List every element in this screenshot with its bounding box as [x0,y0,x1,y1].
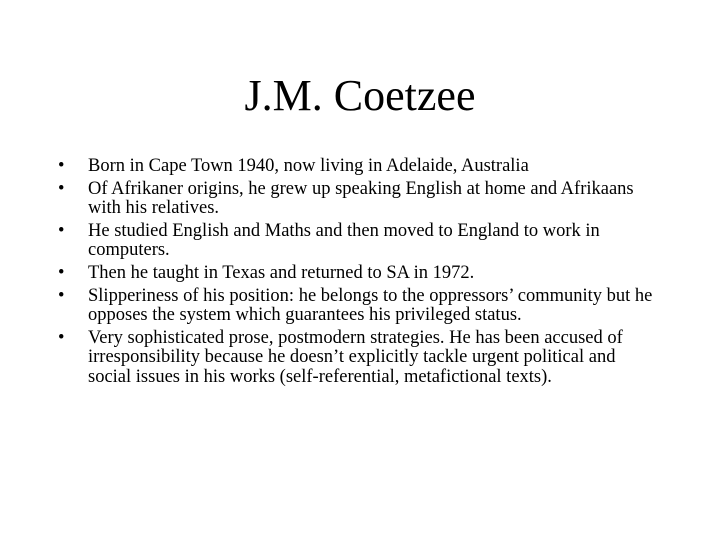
bullet-item-teaching [58,264,658,284]
bullet-point-icon: • [58,178,65,199]
bullet-point-icon: • [58,285,65,306]
bullet-item-prose [58,329,658,388]
bullet-point-icon: • [58,262,65,283]
bullet-text: Slipperiness of his position: he belongs to the oppressors’ community but he opposes the system which guarantees his privileged status. [88,285,653,326]
bullet-text: Born in Cape Town 1940, now living in Adelaide, Australia [88,156,529,176]
bullet-point-icon: • [58,156,65,176]
bullet-list [58,157,658,391]
bullet-text: Very sophisticated prose, postmodern strategies. He has been accused of irresponsibility because he doesn’t explicitly tackle urgent political and social issues in his works (self-referential, metafictional texts). [88,327,623,387]
bullet-text: Of Afrikaner origins, he grew up speaking English at home and Afrikaans with his relatives. [88,178,634,219]
bullet-text: Then he taught in Texas and returned to SA in 1972. [88,262,475,283]
slide-title: J.M. Coetzee [244,71,476,120]
bullet-item-studies [58,222,658,261]
bullet-point-icon: • [58,327,65,348]
bullet-item-birth [58,157,658,177]
bullet-point-icon: • [58,220,65,241]
bullet-item-position [58,287,658,326]
bullet-item-origins [58,180,658,219]
bullet-text: He studied English and Maths and then moved to England to work in computers. [88,220,600,261]
